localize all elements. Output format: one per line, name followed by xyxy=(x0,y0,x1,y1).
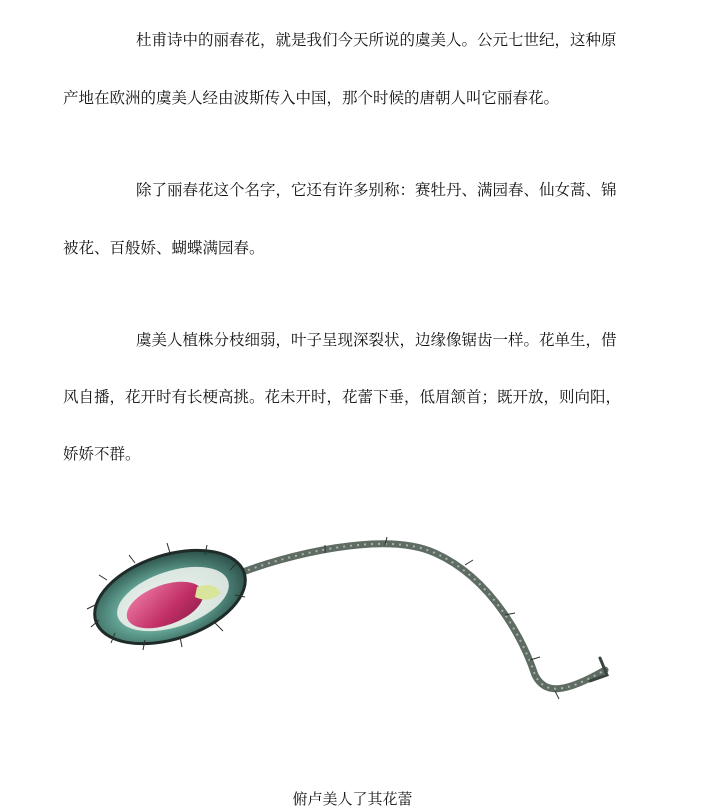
paragraph-line: 被花、百般娇、蝴蝶满园春。 xyxy=(63,239,265,257)
paragraph-line: 除了丽春花这个名字，它还有许多别称：赛牡丹、满园春、仙女蒿、锦 xyxy=(136,181,617,199)
paragraph-line: 虞美人植株分枝细弱，叶子呈现深裂状，边缘像锯齿一样。花单生，借 xyxy=(136,331,617,349)
figure-caption: 俯卢美人了其花蕾 xyxy=(292,790,413,808)
poppy-bud-illustration xyxy=(85,535,625,720)
paragraph-line: 娇娇不群。 xyxy=(63,445,141,463)
stem xyxy=(235,544,605,689)
paragraph-line: 产地在欧洲的虞美人经由波斯传入中国，那个时候的唐朝人叫它丽春花。 xyxy=(63,89,560,107)
paragraph-line: 杜甫诗中的丽春花，就是我们今天所说的虞美人。公元七世纪，这种原 xyxy=(136,31,617,49)
paragraph-line: 风自播，花开时有长梗高挑。花未开时，花蕾下垂，低眉颔首；既开放，则向阳， xyxy=(63,388,622,406)
